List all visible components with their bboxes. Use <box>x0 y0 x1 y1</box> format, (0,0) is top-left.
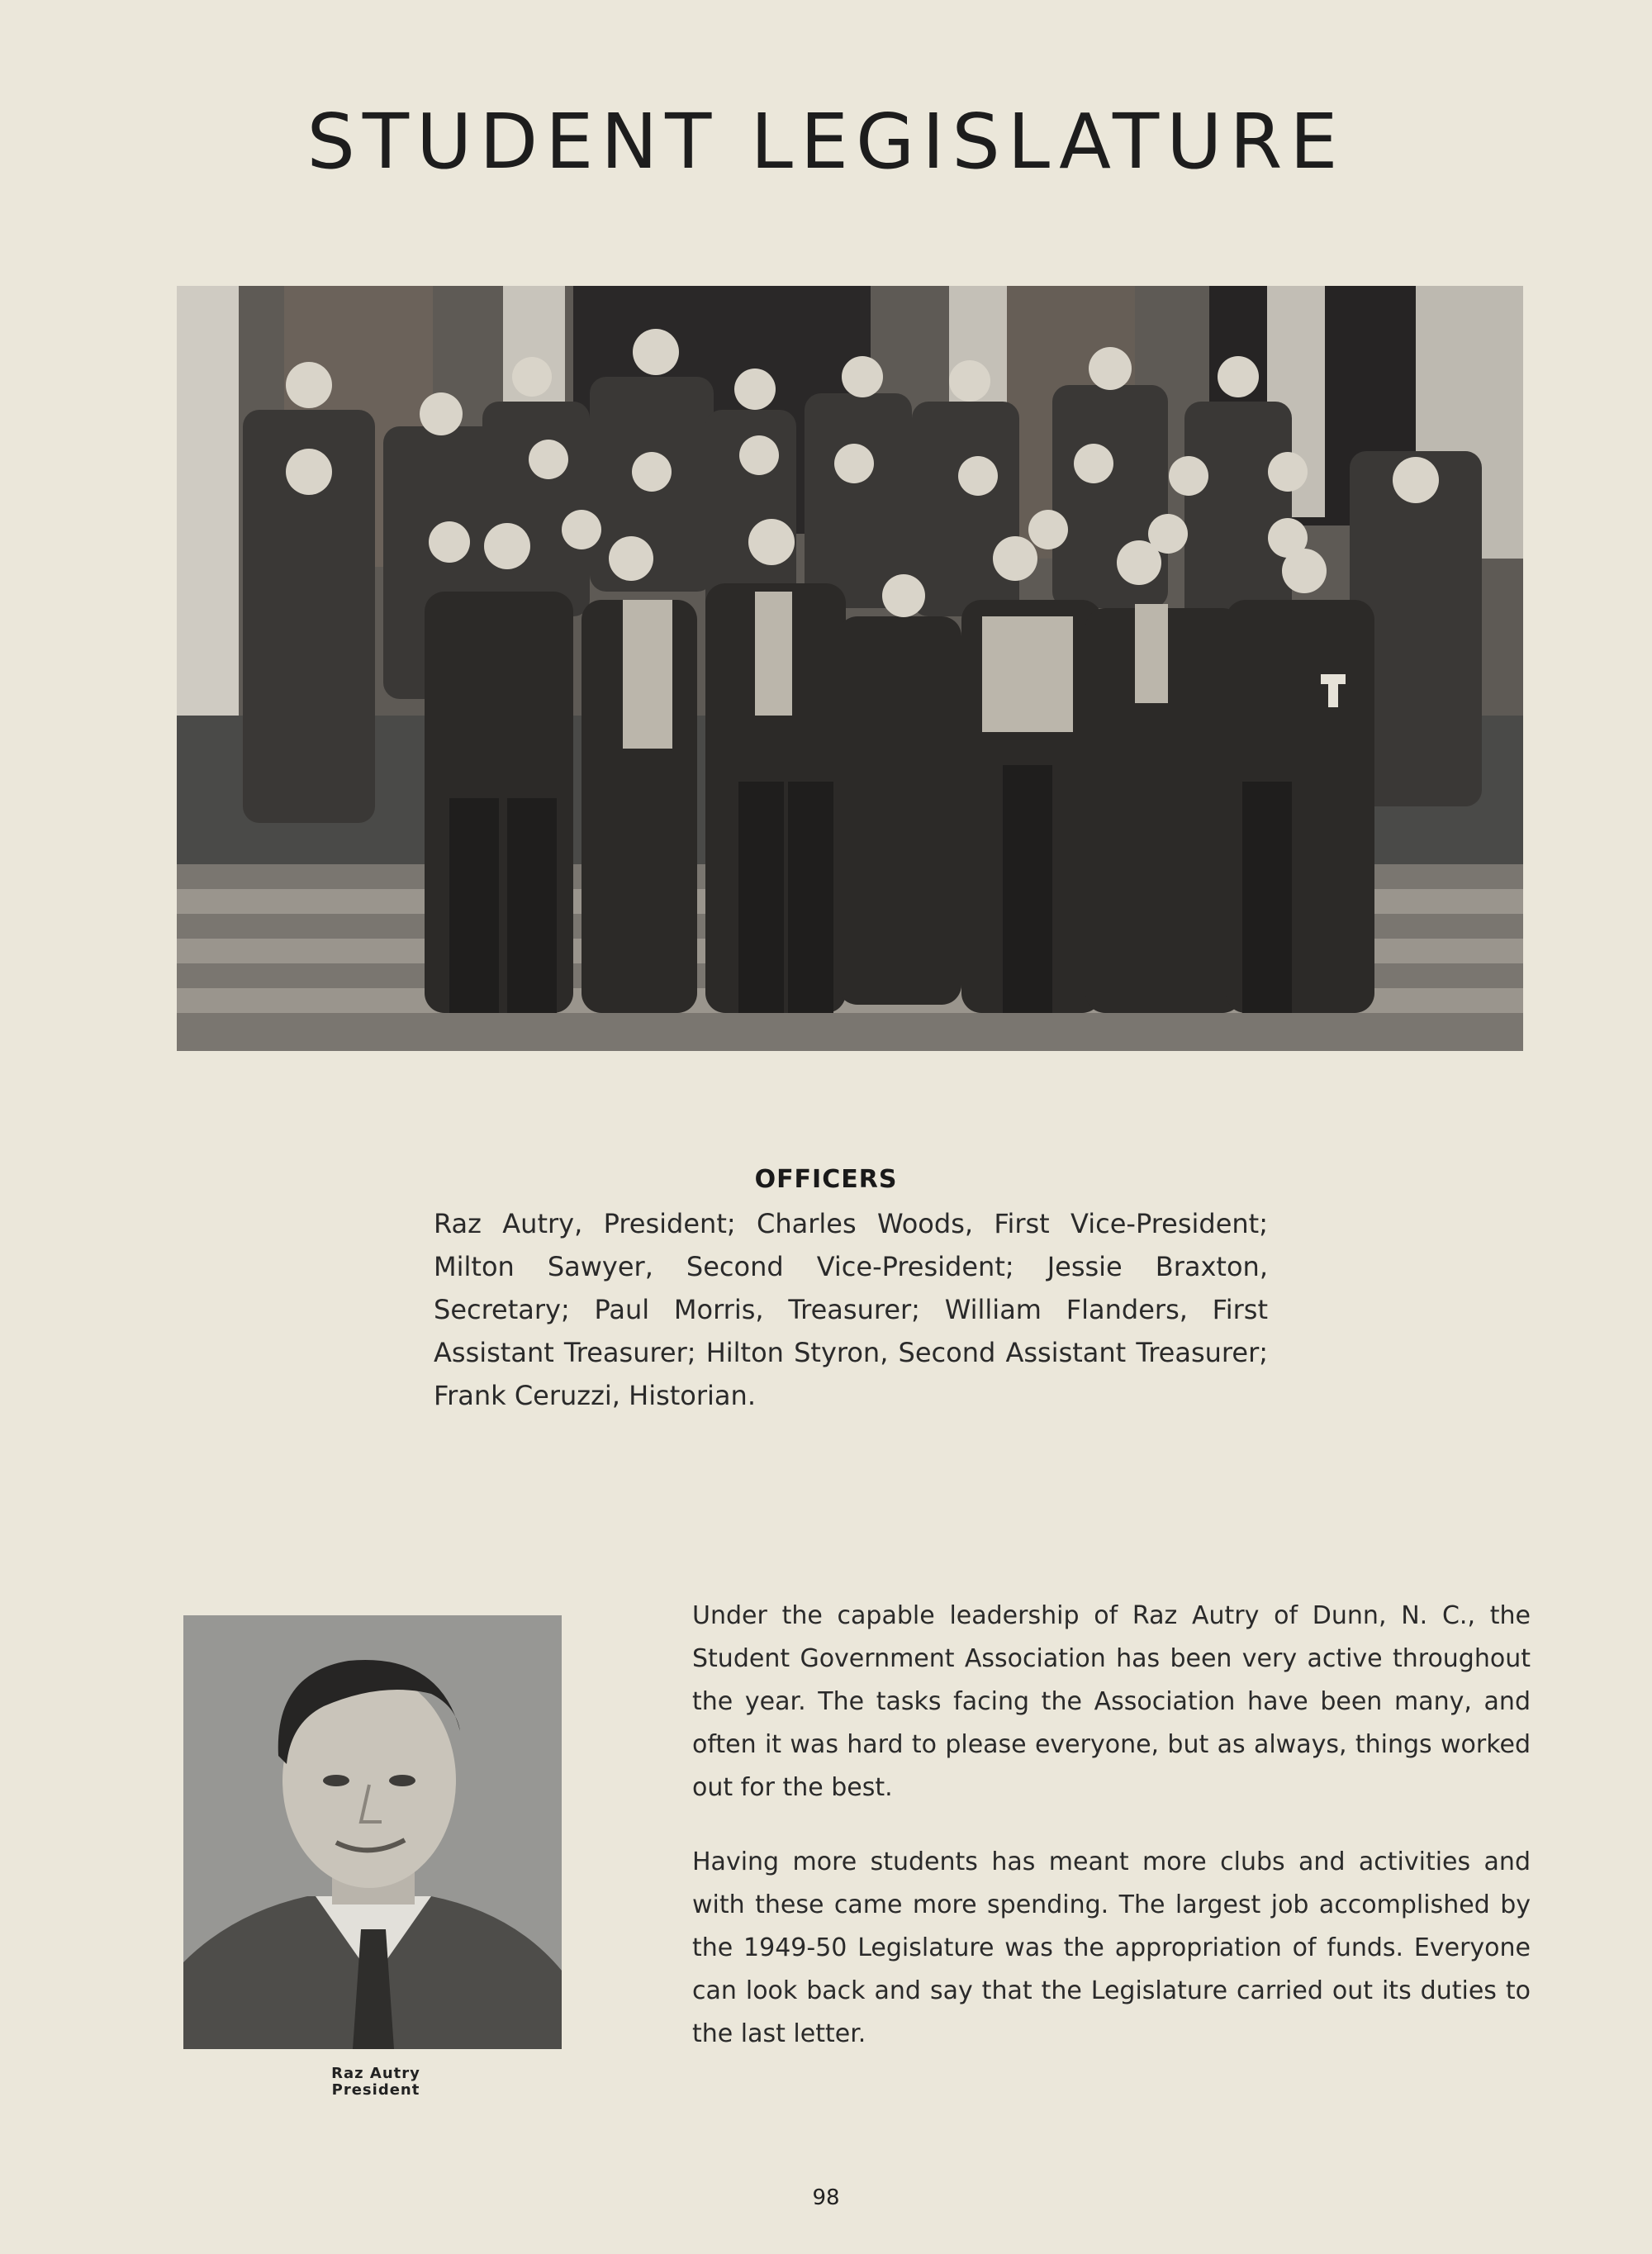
officers-list: Raz Autry, President; Charles Woods, First Vice-President; Milton Sawyer, Second Vice-President; Jessie Braxton, Secretary; Paul Morris, Treasurer; William Flanders, First Assistant Treasurer; Hilton Styron, Second Assistant Treasurer; Frank Ceruzzi, Historian. <box>434 1208 1268 1411</box>
portrait-caption-title: President <box>331 2081 420 2099</box>
page-title: STUDENT LEGISLATURE <box>306 97 1346 186</box>
page-number: 98 <box>812 2185 840 2210</box>
president-portrait <box>183 1615 562 2049</box>
portrait-image <box>183 1615 562 2049</box>
officers-heading: OFFICERS <box>754 1165 898 1194</box>
body-paragraph-1: Under the capable leadership of Raz Autry of Dunn, N. C., the Student Government Association has been very active throughout the year. The tasks facing the Association have been many, and often it was hard to please everyone, but as always, things worked out for the best. <box>692 1601 1531 1802</box>
group-photo <box>177 286 1523 1051</box>
portrait-caption-name: Raz Autry <box>331 2065 420 2082</box>
portrait-caption <box>273 2066 479 2099</box>
body-paragraph-2: Having more students has meant more clubs and activities and with these came more spending. The largest job accomplished by the 1949-50 Legislature was the appropriation of funds. Everyone can look back and say that the Legislature carried out its duties to the last letter. <box>692 1847 1531 2048</box>
group-photo-image <box>177 286 1523 1051</box>
